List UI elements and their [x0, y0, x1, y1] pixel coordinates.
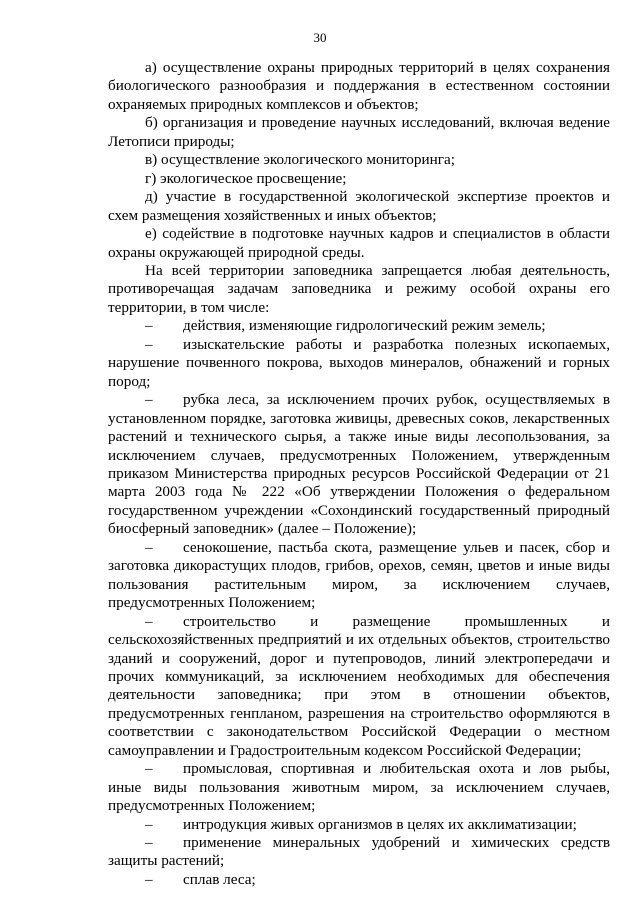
list-item-text: действия, изменяющие гидрологический режим земель;	[183, 317, 546, 335]
dash-bullet: –	[145, 815, 153, 833]
list-item-text: промысловая, спортивная и любительская охота и лов рыбы, иные виды пользования животным миром, за исключением случаев, предусмотренных Положением;	[108, 760, 610, 815]
paragraph-e: е) содействие в подготовке научных кадров и специалистов в области охраны окружающей природной среды.	[108, 225, 610, 261]
list-item-text: применение минеральных удобрений и химических средств защиты растений;	[108, 834, 610, 870]
list-item	[108, 816, 610, 834]
dash-bullet: –	[145, 760, 153, 778]
paragraph-b: б) организация и проведение научных исследований, включая ведение Летописи природы;	[108, 114, 610, 150]
paragraph-g: г) экологическое просвещение;	[145, 169, 347, 187]
paragraph-d: д) участие в государственной экологической экспертизе проектов и схем размещения хозяйственных и иных объектов;	[108, 188, 610, 224]
list-item-text: изыскательские работы и разработка полезных ископаемых, нарушение почвенного покрова, выходов минералов, обнажений и горных пород;	[108, 335, 610, 390]
document-body	[108, 59, 610, 889]
list-item-text: рубка леса, за исключением прочих рубок, осуществляемых в установленном порядке, заготовка живицы, древесных соков, лекарственных растений и технического сырья, а также иные виды лесопользования, за исключением случаев, предусмотренных Положением, утвержденным приказом Министерства природных ресурсов Российской Федерации от 21 марта 2003 года № 222 «Об утверждении Положения о федеральном государственном учреждении «Сохондинский государственный природный биосферный заповедник» (далее – Положение);	[108, 391, 610, 538]
list-item-text: строительство и размещение промышленных и сельскохозяйственных предприятий и их отдельных объектов, строительство зданий и сооружений, дорог и путепроводов, линий электропередачи и прочих коммуникаций, за исключением необходимых для обеспечения деятельности заповедника; при этом в отношении объектов, предусмотренных генпланом, разрешения на строительство оформляются в соответствии с законодательством Российской Федерации о местном самоуправлении и Градостроительным кодексом Российской Федерации;	[108, 612, 610, 759]
list-item	[108, 613, 610, 761]
dash-bullet: –	[145, 612, 153, 630]
list-item	[108, 391, 610, 539]
prohibition-intro: На всей территории заповедника запрещается любая деятельность, противоречащая задачам заповедника и режиму особой охраны его территории, в том числе:	[108, 261, 610, 316]
list-item-text: сплав леса;	[183, 870, 256, 888]
list-item-text: интродукция живых организмов в целях их акклиматизации;	[183, 815, 577, 833]
paragraph-a: а) осуществление охраны природных территорий в целях сохранения биологического разнообразия и поддержания в естественном состоянии охраняемых природных комплексов и объектов;	[108, 59, 610, 113]
list-item	[108, 317, 610, 335]
dash-bullet: –	[145, 538, 153, 556]
dash-bullet: –	[145, 335, 153, 353]
paragraph-v: в) осуществление экологического мониторинга;	[145, 151, 455, 169]
dash-bullet: –	[145, 834, 153, 852]
list-item	[108, 539, 610, 613]
list-item	[108, 760, 610, 815]
dash-bullet: –	[145, 870, 153, 888]
list-item	[108, 871, 610, 889]
dash-bullet: –	[145, 317, 153, 335]
list-item	[108, 834, 610, 871]
dash-bullet: –	[145, 391, 153, 409]
list-item-text: сенокошение, пастьба скота, размещение ульев и пасек, сбор и заготовка дикорастущих плодов, грибов, орехов, семян, цветов и иные виды пользования растительным миром, за исключением случаев, предусмотренных Положением;	[108, 538, 610, 612]
page-number: 30	[313, 30, 327, 45]
list-item	[108, 336, 610, 391]
